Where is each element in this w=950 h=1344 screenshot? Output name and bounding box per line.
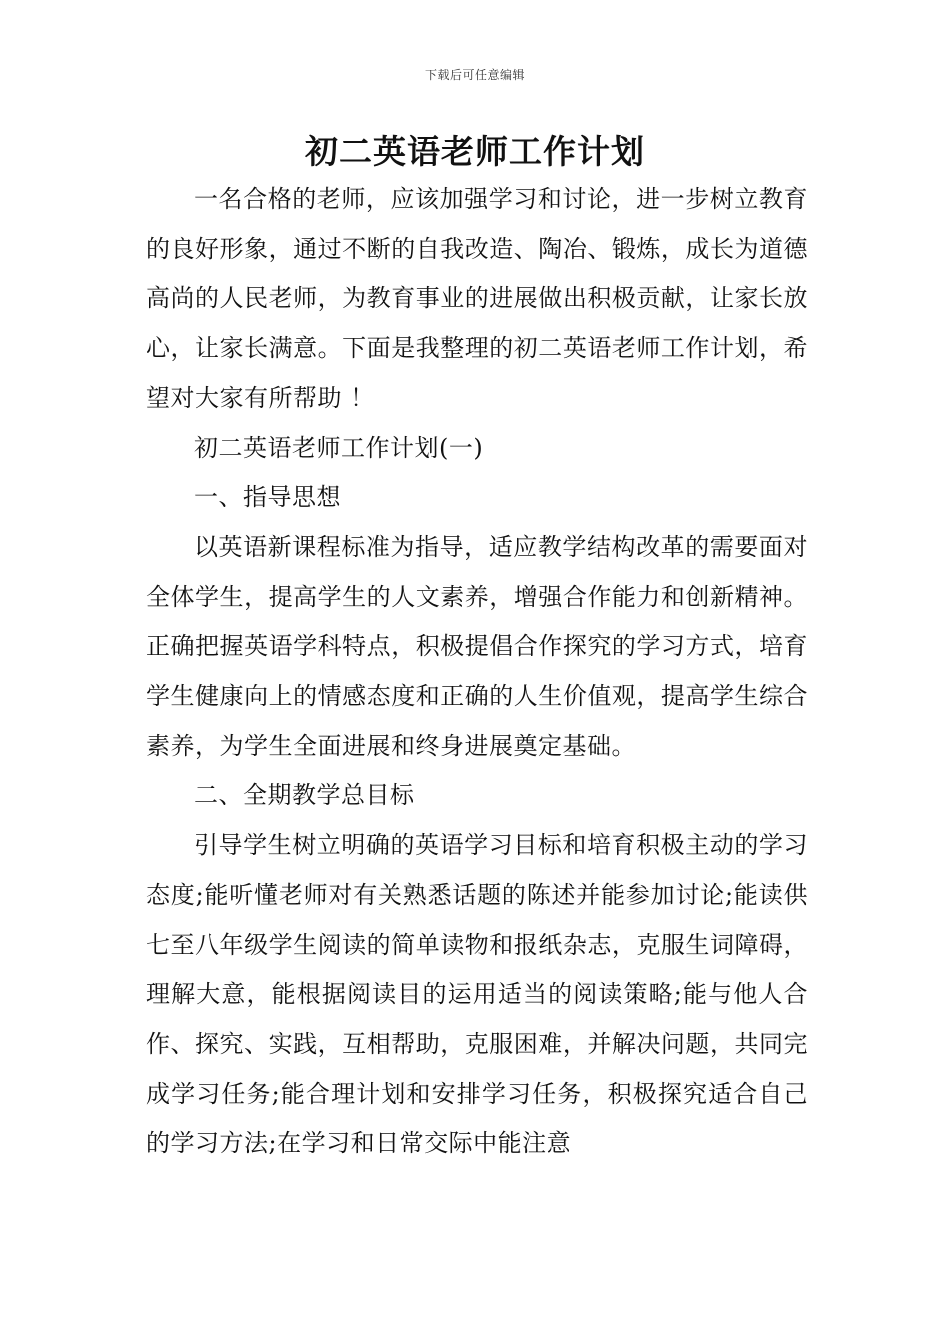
intro-paragraph: 一名合格的老师，应该加强学习和讨论，进一步树立教育的良好形象，通过不断的自我改造、陶冶、锻炼，成长为道德高尚的人民老师，为教育事业的进展做出积极贡献，让家长放心，让家长满意。下面是我整理的初二英语老师工作计划，希望对大家有所帮助 ！ — [146, 185, 808, 412]
guiding-thought-paragraph: 以英语新课程标准为指导，适应教学结构改革的需要面对全体学生，提高学生的人文素养，增强合作能力和创新精神。正确把握英语学科特点，积极提倡合作探究的学习方式，培育学生健康向上的情感态度和正确的人生价值观，提高学生综合素养，为学生全面进展和终身进展奠定基础。 — [146, 532, 808, 760]
document-title: 初二英语老师工作计划 — [305, 132, 645, 171]
section-heading-plan-1: 初二英语老师工作计划(一) — [194, 433, 484, 462]
teaching-goals-paragraph: 引导学生树立明确的英语学习目标和培育积极主动的学习态度;能听懂老师对有关熟悉话题的陈述并能参加讨论;能读供七至八年级学生阅读的简单读物和报纸杂志，克服生词障碍，理解大意，能根据阅读目的运用适当的阅读策略;能与他人合作、探究、实践，互相帮助，克服困难，并解决问题，共同完成学习任务;能合理计划和安排学习任务，积极探究适合自己的学习方法;在学习和日常交际中能注意 — [146, 831, 808, 1158]
section-heading-guiding-thought: 一、指导思想 — [194, 483, 341, 512]
document-body — [146, 175, 808, 1169]
header-note: 下载后可任意编辑 — [424, 68, 525, 82]
section-heading-teaching-goals: 二、全期教学总目标 — [194, 781, 415, 810]
